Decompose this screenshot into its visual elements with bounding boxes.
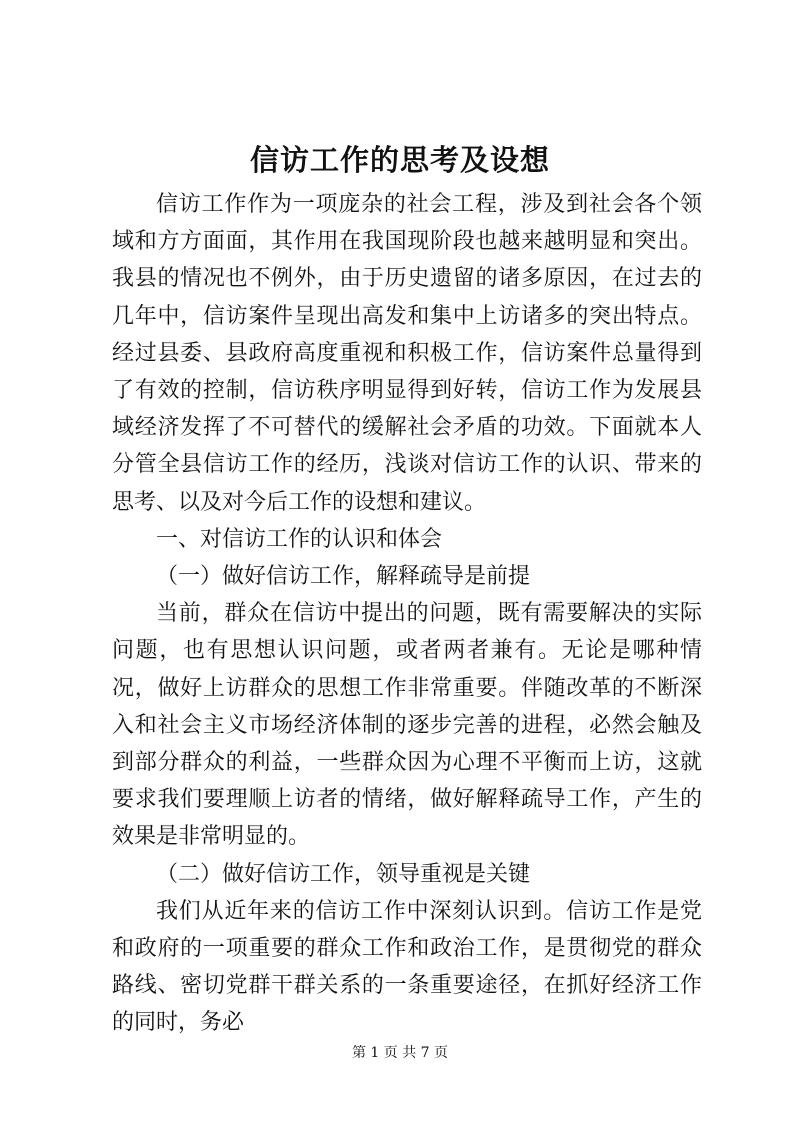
document-body: [112, 186, 702, 1042]
subsection-heading-2: （二）做好信访工作，领导重视是关键: [156, 861, 531, 887]
document-title: 信访工作的思考及设想: [249, 143, 550, 177]
paragraph-2: 我们从近年来的信访工作中深刻认识到。信访工作是党和政府的一项重要的群众工作和政治工作，是贯彻党的群众路线、密切党群干群关系的一条重要途径，在抓好经济工作的同时，务必: [112, 898, 702, 1036]
page-number-footer: 第 1 页 共 7 页: [351, 1045, 449, 1061]
subsection-heading-1: （一）做好信访工作，解释疏导是前提: [156, 564, 531, 590]
paragraph-intro: 信访工作作为一项庞杂的社会工程，涉及到社会各个领域和方方面面，其作用在我国现阶段也越来越明显和突出。我县的情况也不例外，由于历史遗留的诸多原因，在过去的几年中，信访案件呈现出高发和集中上访诸多的突出特点。经过县委、县政府高度重视和积极工作，信访案件总量得到了有效的控制，信访秩序明显得到好转，信访工作为发展县域经济发挥了不可替代的缓解社会矛盾的功效。下面就本人分管全县信访工作的经历，浅谈对信访工作的认识、带来的思考、以及对今后工作的设想和建议。: [112, 192, 702, 515]
section-heading-1: 一、对信访工作的认识和体会: [156, 526, 443, 552]
paragraph-1: 当前，群众在信访中提出的问题，既有需要解决的实际问题，也有思想认识问题，或者两者兼有。无论是哪种情况，做好上访群众的思想工作非常重要。伴随改革的不断深入和社会主义市场经济体制的逐步完善的进程，必然会触及到部分群众的利益，一些群众因为心理不平衡而上访，这就要求我们要理顺上访者的情绪，做好解释疏导工作，产生的效果是非常明显的。: [112, 601, 702, 850]
